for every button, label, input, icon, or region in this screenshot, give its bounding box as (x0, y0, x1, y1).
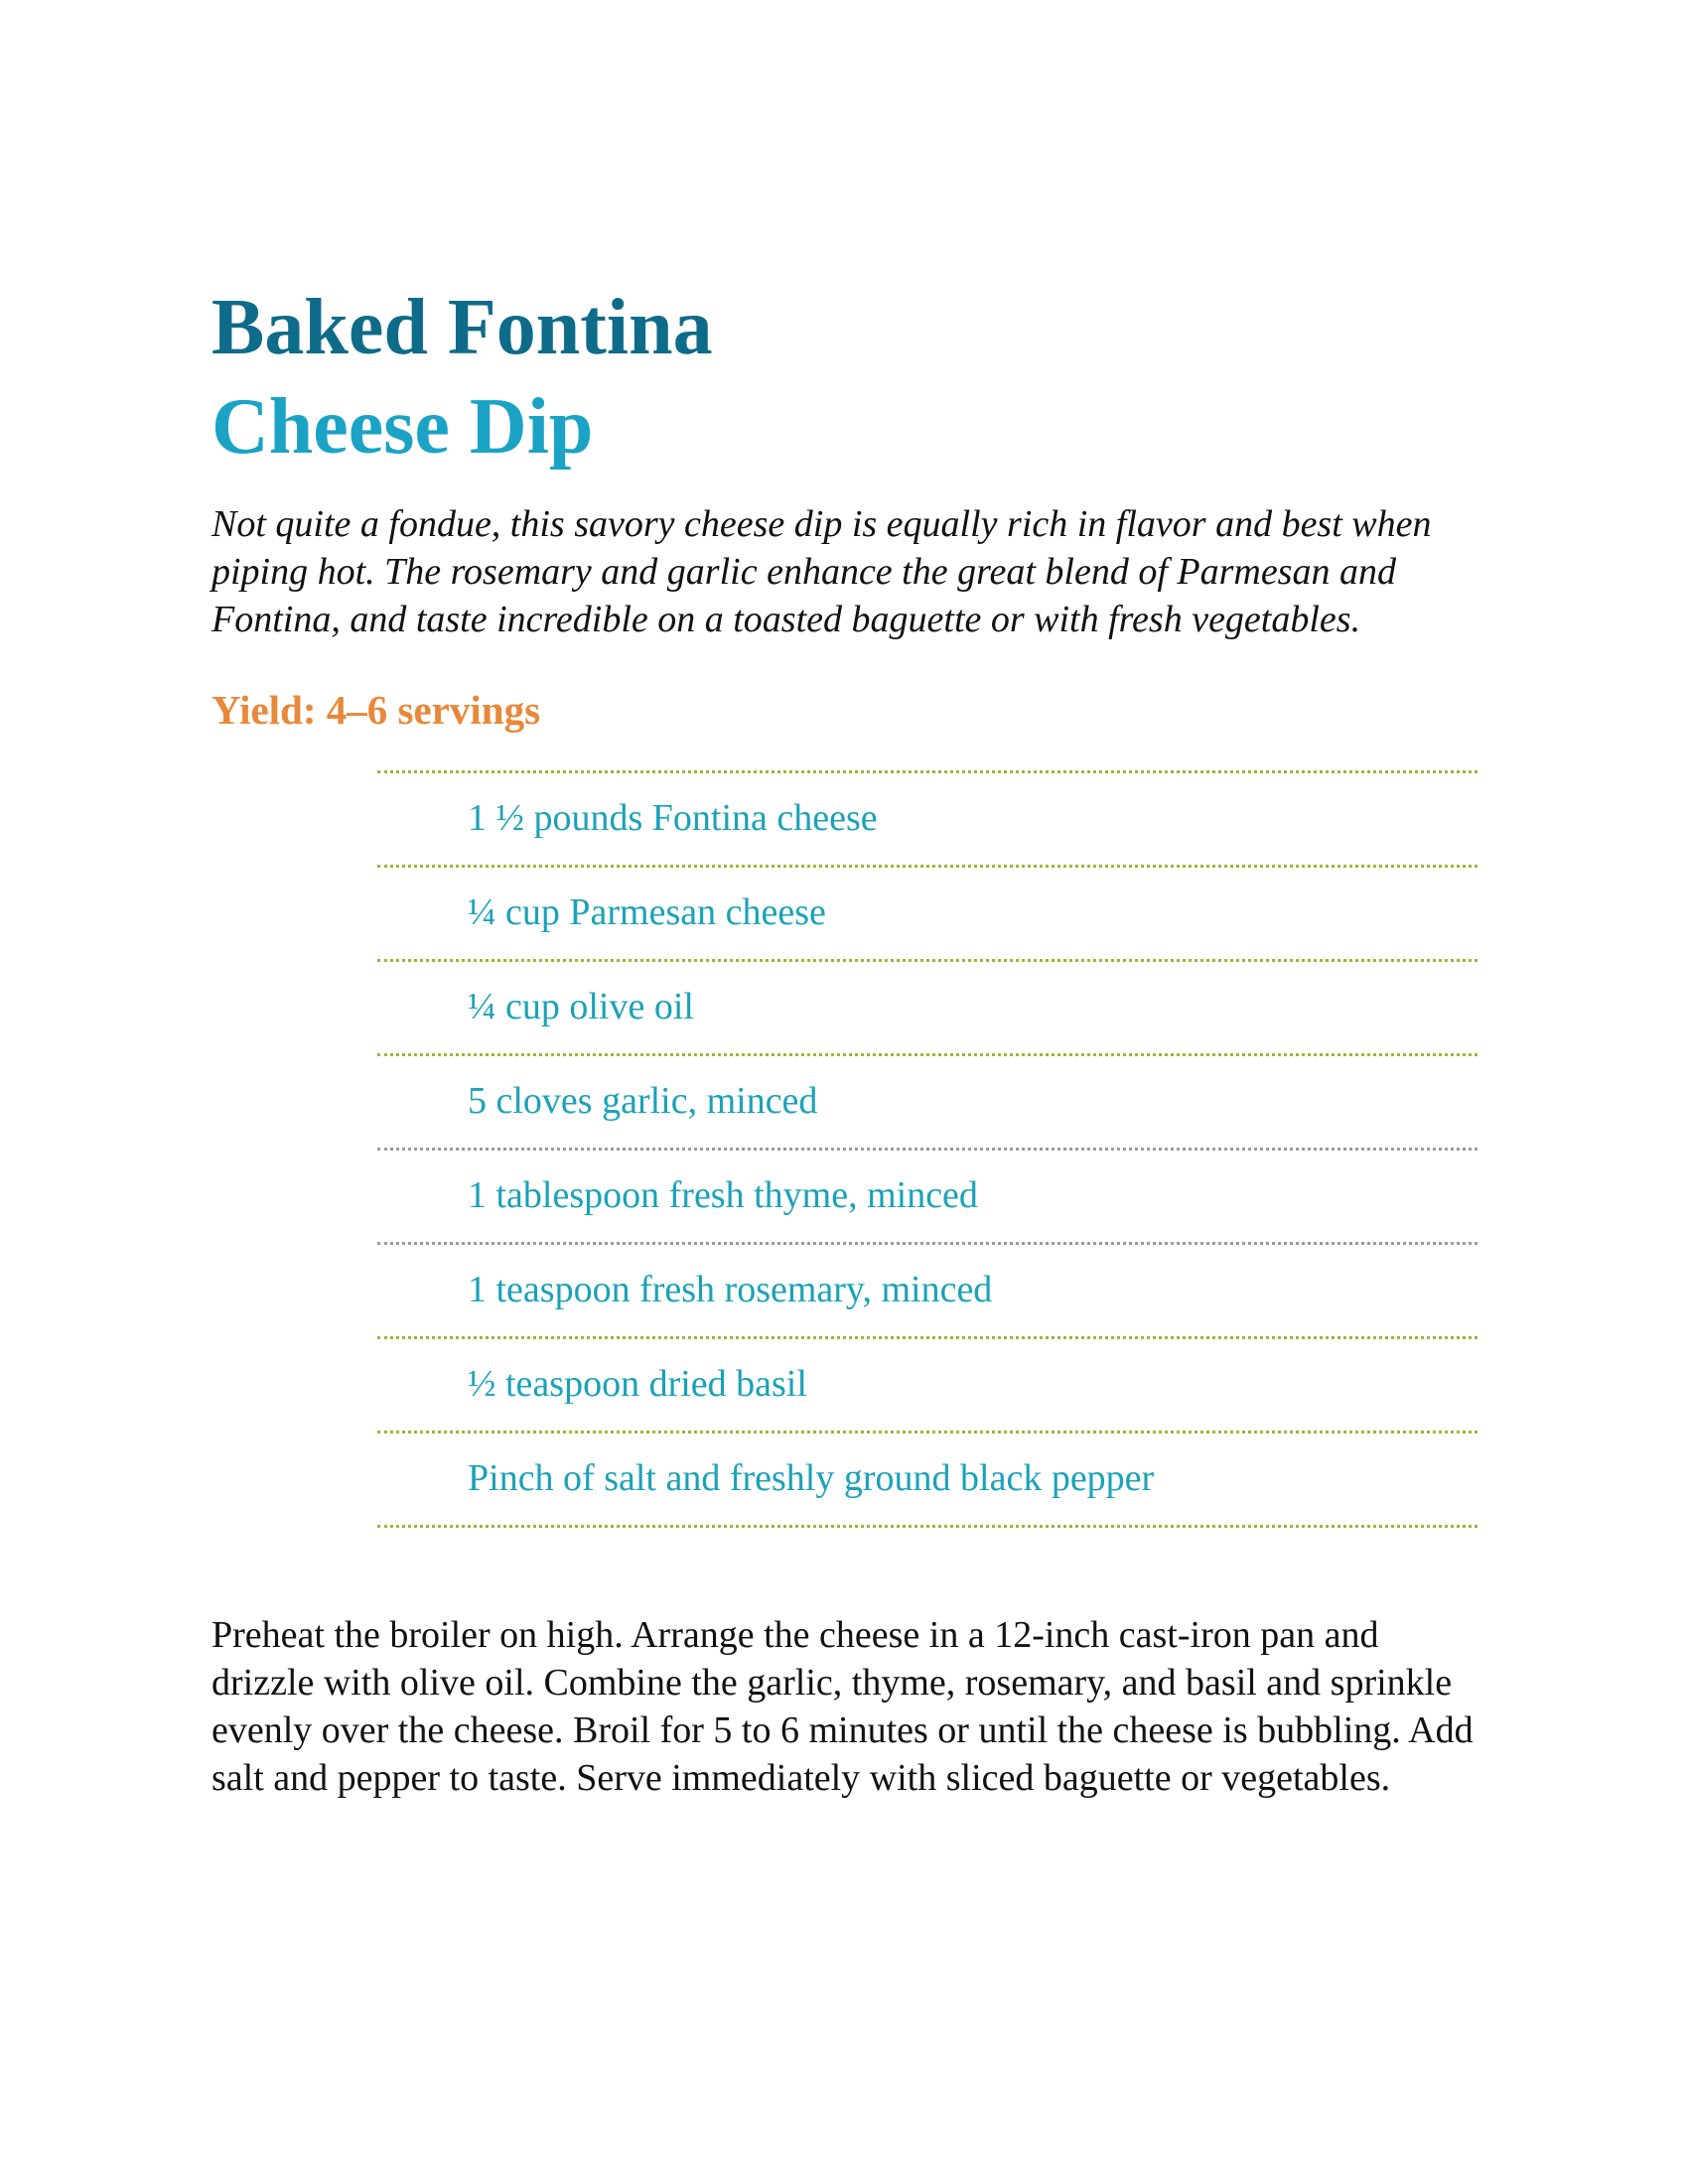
ingredient-item: ¼ cup olive oil (377, 962, 1477, 1056)
ingredient-item: 5 cloves garlic, minced (377, 1056, 1477, 1151)
recipe-intro: Not quite a fondue, this savory cheese dip is equally rich in flavor and best when piping hot. The rosemary and garlic enhance the great blend of Parmesan and Fontina, and taste incredible on a toasted baguette or with fresh vegetables. (211, 503, 1432, 640)
ingredient-item: 1 tablespoon fresh thyme, minced (377, 1151, 1477, 1245)
ingredient-list (377, 770, 1477, 1528)
ingredient-item: 1 ½ pounds Fontina cheese (377, 773, 1477, 868)
ingredient-item: ¼ cup Parmesan cheese (377, 868, 1477, 962)
recipe-directions: Preheat the broiler on high. Arrange the cheese in a 12-inch cast-iron pan and drizzle with olive oil. Combine the garlic, thyme, rosemary, and basil and sprinkle evenly over the cheese. Broil for 5 to 6 minutes or until the cheese is bubbling. Add salt and pepper to taste. Serve immediately with sliced baguette or vegetables. (211, 1614, 1474, 1799)
recipe-title-line2: Cheese Dip (211, 383, 594, 471)
recipe-page (211, 278, 1477, 1802)
recipe-yield: Yield: 4–6 servings (211, 687, 541, 733)
recipe-title-line1: Baked Fontina (211, 284, 713, 371)
ingredient-item: 1 teaspoon fresh rosemary, minced (377, 1245, 1477, 1339)
ingredient-item: ½ teaspoon dried basil (377, 1339, 1477, 1433)
ingredient-item: Pinch of salt and freshly ground black pepper (377, 1433, 1477, 1528)
